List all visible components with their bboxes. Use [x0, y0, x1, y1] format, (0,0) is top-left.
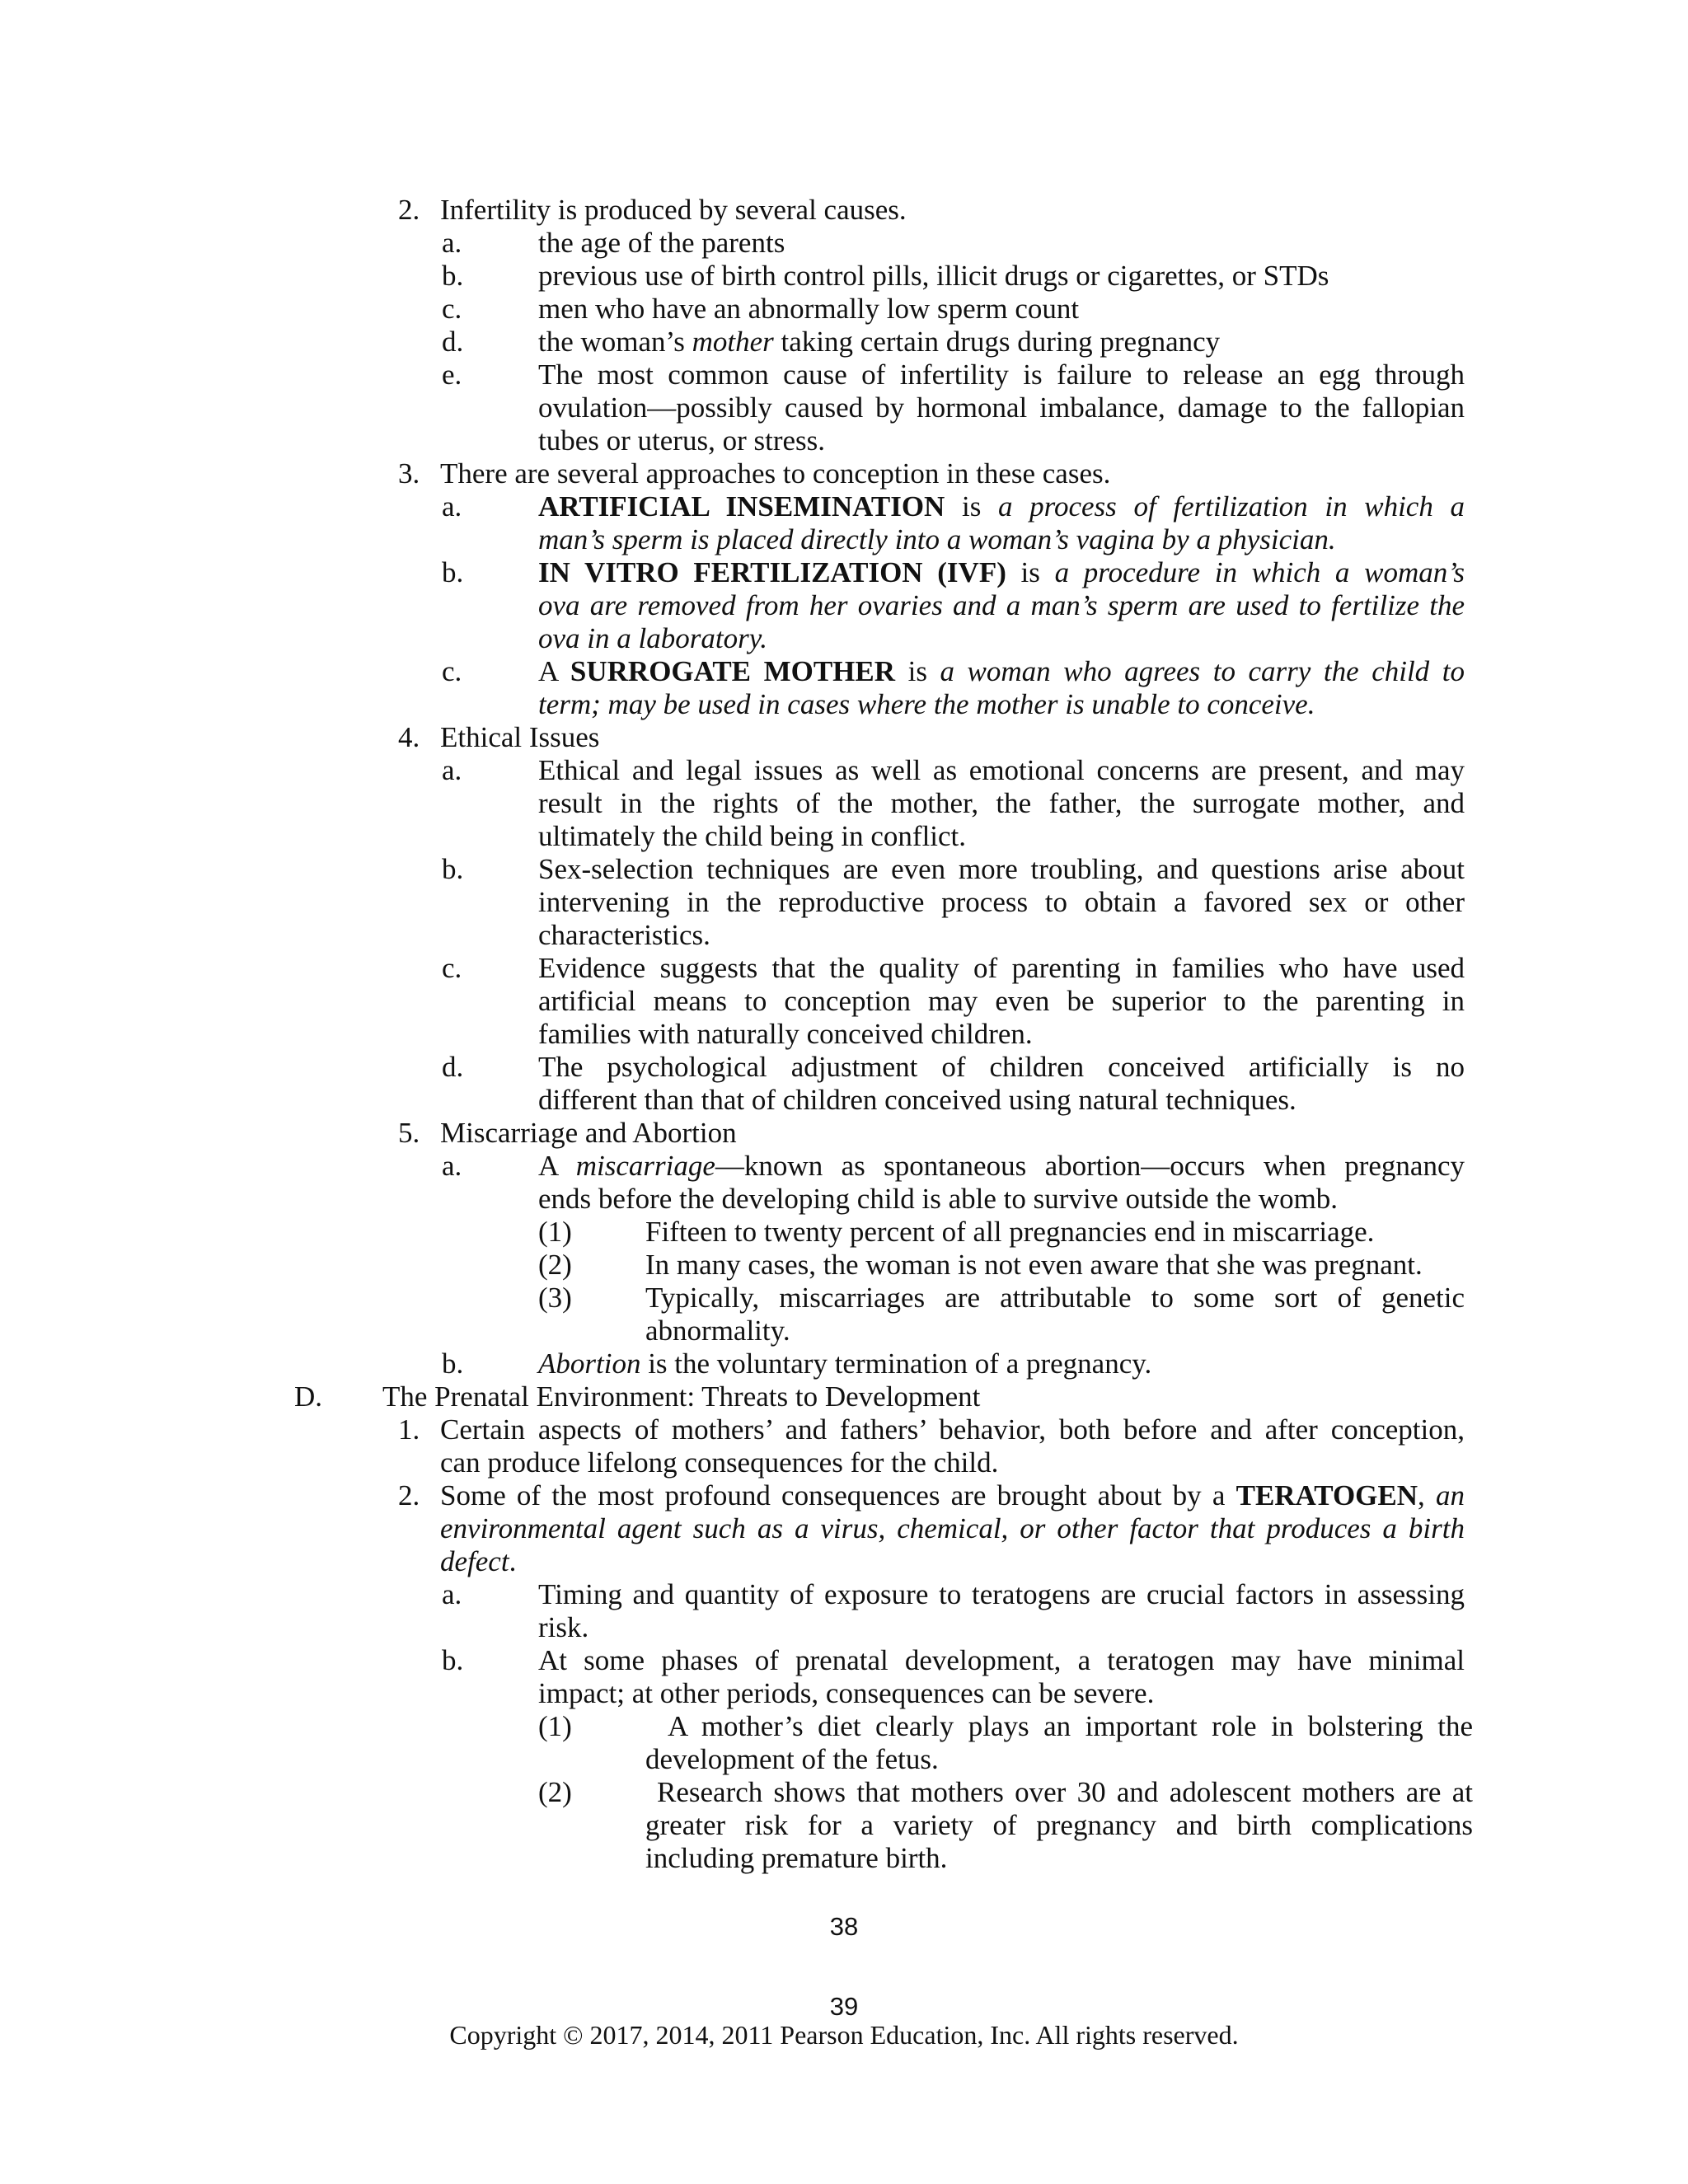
subsubitem-text: A mother’s diet clearly plays an important role in bolstering the	[668, 1710, 1473, 1742]
definition: a woman who agrees to carry the child to	[940, 655, 1465, 687]
subitem-4a-line3	[0, 820, 1688, 853]
subitem-2e-line3	[0, 424, 1688, 457]
definition: environmental agent such as a virus, chemical, or other factor that produces a birth	[440, 1512, 1465, 1544]
subitem-text	[538, 326, 1220, 359]
outline-content	[0, 194, 1688, 1875]
subitem-marker: b.	[442, 260, 464, 292]
key-term: TERATOGEN	[1236, 1479, 1418, 1511]
subsubitem-text: In many cases, the woman is not even aware that she was pregnant.	[645, 1249, 1423, 1281]
text-run: is	[945, 490, 998, 523]
text-run: Some of the most profound consequences are brought about by a	[440, 1479, 1236, 1511]
subitem-3c	[0, 655, 1688, 688]
subitem-text: the age of the parents	[538, 227, 785, 259]
subitem-text: result in the rights of the mother, the father, the surrogate mother, and	[538, 787, 1465, 819]
definition: ova are removed from her ovaries and a man’s sperm are used to fertilize the	[538, 589, 1465, 621]
item-text	[440, 1479, 1465, 1512]
outline-item-d2	[0, 1479, 1688, 1512]
subsubitem-marker: (3)	[538, 1282, 572, 1314]
outline-item-2	[0, 194, 1688, 227]
subitem-text: The most common cause of infertility is failure to release an egg through	[538, 359, 1465, 391]
subitem-marker: a.	[442, 1578, 462, 1610]
subitem-text: ends before the developing child is able to survive outside the womb.	[538, 1183, 1339, 1215]
text-run: —known as spontaneous abortion—occurs when pregnancy	[715, 1150, 1465, 1182]
page-number-38: 38	[829, 1912, 859, 1941]
subitem-d2a-line2	[0, 1611, 1688, 1644]
subitem-marker: a.	[442, 227, 462, 259]
subitem-marker: c.	[442, 655, 462, 687]
subitem-4a	[0, 754, 1688, 787]
text-run: taking certain drugs during pregnancy	[773, 326, 1221, 358]
item-text	[440, 1545, 516, 1578]
text-run: is	[1006, 556, 1055, 588]
subsubitem-5a3-line2	[0, 1315, 1688, 1347]
subitem-text: The psychological adjustment of children conceived artificially is no	[538, 1051, 1465, 1083]
subitem-5a	[0, 1150, 1688, 1183]
item-text: Infertility is produced by several causes.	[440, 194, 907, 226]
text-run: A	[538, 1150, 576, 1182]
page-number-39: 39	[829, 1992, 859, 2021]
subsubitem-marker: (2)	[538, 1249, 572, 1281]
section-d-heading	[0, 1380, 1688, 1413]
key-term: Abortion	[538, 1347, 641, 1380]
definition: man’s sperm is placed directly into a woman’s vagina by a physician.	[538, 523, 1336, 555]
subitem-text: Ethical and legal issues as well as emotional concerns are present, and may	[538, 754, 1465, 786]
subsubitem-d2b2-line2	[0, 1809, 1688, 1842]
outline-item-4	[0, 721, 1688, 754]
subsubitem-text: Research shows that mothers over 30 and adolescent mothers are at	[657, 1776, 1473, 1808]
definition: ova in a laboratory.	[538, 622, 768, 654]
key-term: IN VITRO FERTILIZATION (IVF)	[538, 556, 1006, 588]
copyright-notice: Copyright © 2017, 2014, 2011 Pearson Education, Inc. All rights reserved.	[449, 2020, 1239, 2050]
subitem-marker: b.	[442, 1347, 464, 1380]
subsubitem-marker: (1)	[538, 1710, 572, 1742]
subitem-text: Evidence suggests that the quality of parenting in families who have used	[538, 952, 1465, 984]
outline-item-d1-line2	[0, 1446, 1688, 1479]
subsubitem-marker: (1)	[538, 1216, 572, 1248]
item-number: 4.	[398, 721, 420, 753]
text-run: .	[509, 1545, 517, 1577]
item-text: can produce lifelong consequences for the child.	[440, 1446, 999, 1479]
emphasis: mother	[692, 326, 774, 358]
subitem-4d-line2	[0, 1084, 1688, 1117]
subitem-text: previous use of birth control pills, illicit drugs or cigarettes, or STDs	[538, 260, 1329, 292]
subitem-marker: c.	[442, 952, 462, 984]
subitem-2d	[0, 326, 1688, 359]
item-text: Certain aspects of mothers’ and fathers’ behavior, both before and after conception,	[440, 1413, 1465, 1446]
subitem-marker: a.	[442, 490, 462, 523]
subsubitem-d2b2	[0, 1776, 1688, 1809]
subitem-marker: a.	[442, 754, 462, 786]
outline-item-5	[0, 1117, 1688, 1150]
outline-item-d2-line3	[0, 1545, 1688, 1578]
outline-item-d1	[0, 1413, 1688, 1446]
subitem-d2b-line2	[0, 1677, 1688, 1710]
subitem-4d	[0, 1051, 1688, 1084]
subitem-2c	[0, 293, 1688, 326]
subitem-4b-line3	[0, 919, 1688, 952]
subitem-3b-line2	[0, 589, 1688, 622]
subitem-marker: d.	[442, 1051, 464, 1083]
subsubitem-5a1	[0, 1216, 1688, 1249]
subsubitem-d2b1	[0, 1710, 1688, 1743]
subitem-4c	[0, 952, 1688, 985]
subsubitem-text: abnormality.	[645, 1315, 790, 1347]
subitem-text: risk.	[538, 1611, 589, 1643]
key-term: SURROGATE MOTHER	[570, 655, 896, 687]
subitem-5a-line2	[0, 1183, 1688, 1216]
subsubitem-5a2	[0, 1249, 1688, 1282]
subsubitem-d2b2-line3	[0, 1842, 1688, 1875]
subitem-text	[538, 655, 1465, 688]
definition: an	[1436, 1479, 1465, 1511]
subitem-text: characteristics.	[538, 919, 710, 951]
subsubitem-text: greater risk for a variety of pregnancy and birth complications	[645, 1809, 1473, 1841]
subitem-text: different than that of children conceived using natural techniques.	[538, 1084, 1296, 1116]
subitem-text: men who have an abnormally low sperm count	[538, 293, 1080, 325]
item-text: There are several approaches to conception in these cases.	[440, 457, 1111, 490]
text-run: ,	[1418, 1479, 1436, 1511]
text-run: A	[538, 655, 570, 687]
section-title: The Prenatal Environment: Threats to Development	[382, 1380, 981, 1413]
item-text: Ethical Issues	[440, 721, 600, 753]
subitem-text: families with naturally conceived children.	[538, 1018, 1033, 1050]
subsubitem-text: Fifteen to twenty percent of all pregnancies end in miscarriage.	[645, 1216, 1375, 1248]
subitem-d2a	[0, 1578, 1688, 1611]
subsubitem-text: Typically, miscarriages are attributable to some sort of genetic	[645, 1282, 1465, 1314]
subitem-text	[538, 1347, 1151, 1380]
outline-item-d2-line2	[0, 1512, 1688, 1545]
item-number: 2.	[398, 1479, 420, 1511]
subitem-marker: a.	[442, 1150, 462, 1182]
subsubitem-5a3	[0, 1282, 1688, 1315]
subitem-3c-line2	[0, 688, 1688, 721]
subitem-3a	[0, 490, 1688, 523]
section-marker: D.	[294, 1380, 323, 1413]
definition: a process of fertilization in which a	[998, 490, 1465, 523]
item-text: Miscarriage and Abortion	[440, 1117, 737, 1149]
subitem-text: artificial means to conception may even be superior to the parenting in	[538, 985, 1465, 1017]
key-term: ARTIFICIAL INSEMINATION	[538, 490, 945, 523]
subsubitem-d2b1-line2	[0, 1743, 1688, 1776]
subitem-2e-line2	[0, 391, 1688, 424]
subitem-text: Sex-selection techniques are even more troubling, and questions arise about	[538, 853, 1465, 885]
subitem-text: Timing and quantity of exposure to teratogens are crucial factors in assessing	[538, 1578, 1465, 1610]
subitem-text: intervening in the reproductive process to obtain a favored sex or other	[538, 886, 1465, 918]
subitem-text: tubes or uterus, or stress.	[538, 424, 826, 457]
subsubitem-marker: (2)	[538, 1776, 572, 1808]
subsubitem-text: including premature birth.	[645, 1842, 948, 1874]
subitem-2b	[0, 260, 1688, 293]
subitem-text: ovulation—possibly caused by hormonal imbalance, damage to the fallopian	[538, 391, 1465, 424]
outline-item-3	[0, 457, 1688, 490]
subitem-marker: d.	[442, 326, 464, 358]
subitem-text	[538, 1150, 1465, 1183]
subitem-5b	[0, 1347, 1688, 1380]
subitem-marker: e.	[442, 359, 462, 391]
definition: a procedure in which a woman’s	[1054, 556, 1465, 588]
subitem-text	[538, 556, 1465, 589]
subitem-4c-line3	[0, 1018, 1688, 1051]
subitem-2e	[0, 359, 1688, 391]
subitem-4a-line2	[0, 787, 1688, 820]
subitem-marker: b.	[442, 1644, 464, 1676]
subitem-text	[538, 490, 1465, 523]
subitem-text: At some phases of prenatal development, a teratogen may have minimal	[538, 1644, 1465, 1676]
subitem-4b-line2	[0, 886, 1688, 919]
subitem-marker: b.	[442, 853, 464, 885]
subitem-text: impact; at other periods, consequences can be severe.	[538, 1677, 1155, 1709]
item-number: 2.	[398, 194, 420, 226]
item-number: 1.	[398, 1413, 420, 1446]
subitem-3b-line3	[0, 622, 1688, 655]
subitem-4c-line2	[0, 985, 1688, 1018]
text-run: is the voluntary termination of a pregnancy.	[640, 1347, 1152, 1380]
definition: defect	[440, 1545, 509, 1577]
subsubitem-text: development of the fetus.	[645, 1743, 939, 1775]
text-run: is	[895, 655, 940, 687]
item-number: 3.	[398, 457, 420, 490]
subitem-4b	[0, 853, 1688, 886]
text-run: the woman’s	[538, 326, 692, 358]
subitem-3a-line2	[0, 523, 1688, 556]
subitem-text: ultimately the child being in conflict.	[538, 820, 967, 852]
definition: term; may be used in cases where the mother is unable to conceive.	[538, 688, 1315, 720]
key-term: miscarriage	[575, 1150, 715, 1182]
subitem-d2b	[0, 1644, 1688, 1677]
subitem-marker: b.	[442, 556, 464, 588]
subitem-marker: c.	[442, 293, 462, 325]
item-number: 5.	[398, 1117, 420, 1149]
subitem-3b	[0, 556, 1688, 589]
subitem-2a	[0, 227, 1688, 260]
